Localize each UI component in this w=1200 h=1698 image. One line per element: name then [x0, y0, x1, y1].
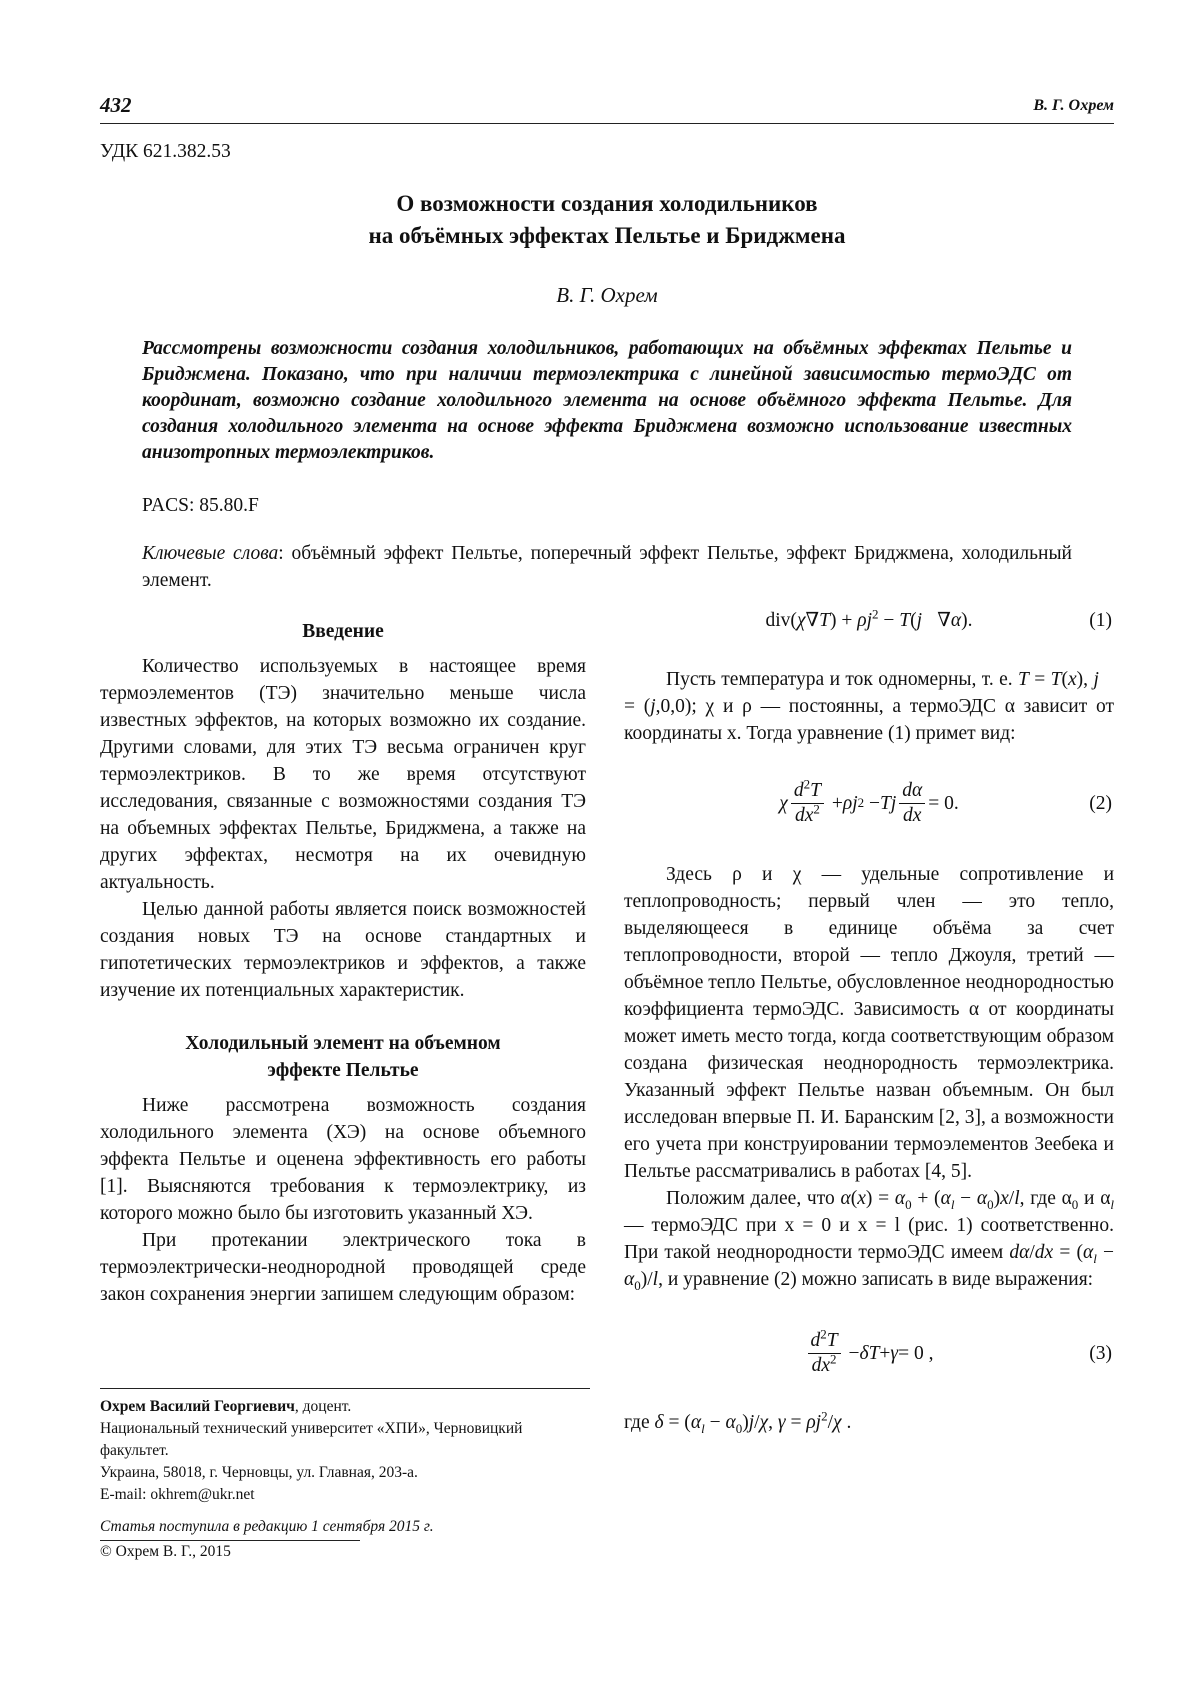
- right-paragraph-2: Здесь ρ и χ — удельные сопротивление и теплопроводность; первый член — это тепло, выделяющееся в единице объёма за счет теплопроводности, второй — тепло Джоуля, третий — объёмное тепло Пельтье, обусловленное неоднородностью коэффициента термоЭДС. Зависимость α от координаты может иметь место тогда, когда соответствующим образом создана физическая неоднородность термоэлектрика. Указанный эффект Пельтье назван объемным. Он был исследован впервые П. И. Баранским [2, 3], а возможности его учета при конструировании термоэлементов Зеебека и Пельтье рассматривались в работах [4, 5].: [624, 864, 1114, 1182]
- right-paragraph-4: где $\delta = (\alpha_l - \alpha_0)j/\chi$, $\gamma = \rho j^2/\chi$ .: [624, 1408, 852, 1436]
- footnote-divider: [100, 1388, 590, 1389]
- footnote-copyright: © Охрем В. Г., 2015: [100, 1543, 231, 1560]
- intro-paragraph-1: Количество используемых в настоящее время термоэлементов (ТЭ) значительно меньше числа известных эффектов, на которых возможно их создание. Другими словами, для этих ТЭ весьма ограничен круг термоэлектриков. В то же время отсутствуют исследования, связанные с возможностями создания ТЭ на объемных эффектах Пельтье, Бриджмена, а также на других эффектах, несмотря на их очевидную актуальность.: [100, 656, 586, 893]
- keywords-text: : объёмный эффект Пельтье, поперечный эффект Пельтье, эффект Бриджмена, холодильный элемент.: [142, 543, 1072, 591]
- pacs-code: PACS: 85.80.F: [142, 495, 259, 516]
- equation-3-number: (3): [1089, 1342, 1112, 1364]
- section2-paragraph-2: При протекании электрического тока в термоэлектрически-неоднородной проводящей среде закон сохранения энергии запишем следующим образом:: [100, 1230, 586, 1305]
- running-head-author: В. Г. Охрем: [1033, 97, 1114, 114]
- footnote-author-name: Охрем Василий Георгиевич: [100, 1398, 295, 1415]
- keywords: [142, 540, 1072, 594]
- right-column: [624, 606, 1115, 1436]
- intro-paragraph-2: Целью данной работы является поиск возможностей создания новых ТЭ на основе стандартных и гипотетических термоэлектриков и эффектов, а также изучение их потенциальных характеристик.: [100, 899, 586, 1001]
- footnote-affiliation: Национальный технический университет «ХПИ», Черновицкий факультет.: [100, 1420, 523, 1459]
- equation-1: $div(\chi\nabla T) + \rho j^2$ − T(j⃗∇α). (1): [624, 602, 1114, 638]
- running-header: [100, 92, 1114, 124]
- equation-2-number: (2): [1089, 792, 1112, 814]
- equation-1-number: (1): [1089, 609, 1112, 631]
- equation-3: $\frac{d^2T}{dx^2}$ − δT + γ = 0 , (3): [624, 1307, 1114, 1399]
- equation-2: χ $\frac{d^2T}{dx^2}$ + ρj 2 − Tj $\frac{d\alpha}{dx}$ = 0. (2): [779, 776, 1112, 826]
- section2-heading: [100, 1030, 586, 1084]
- footnote-received: Статья поступила в редакцию 1 сентября 2015 г.: [100, 1518, 434, 1535]
- paper-title: [100, 188, 1114, 252]
- footnote-position: , доцент.: [294, 1398, 352, 1415]
- footnote-email: E-mail: okhrem@ukr.net: [100, 1486, 255, 1503]
- page-number: 432: [100, 93, 132, 117]
- right-paragraph-1: Пусть температура и ток одномерны, т. е. T = T(x), j⃗ = (j,0,0); χ и ρ — постоянны, а термоЭДС α зависит от координаты x. Тогда уравнение (1) примет вид:: [624, 669, 1115, 744]
- udk-code: УДК 621.382.53: [100, 141, 231, 162]
- footnote-address: Украина, 58018, г. Черновцы, ул. Главная, 203-а.: [100, 1464, 418, 1481]
- title-line-1: О возможности создания холодильников: [396, 191, 818, 216]
- title-line-2: на объёмных эффектах Пельтье и Бриджмена: [368, 223, 846, 248]
- left-column: [100, 618, 586, 1308]
- author-footnote: [100, 1396, 590, 1563]
- right-paragraph-3: Положим далее, что $\alpha(x) = \alpha_0 + (\alpha_l - \alpha_0)x/l$, где $\alpha_0$ и $\alpha_l$ — термоЭДС при x = 0 и x = l (рис. 1) соответственно. При такой неоднородности термоЭДС имеем $d\alpha/dx = (\alpha_l - \alpha_0)/l$, и уравнение (2) можно записать в виде выражения:: [624, 1188, 1115, 1293]
- author-name: В. Г. Охрем: [556, 283, 658, 307]
- intro-heading: Введение: [302, 621, 384, 642]
- keywords-label: Ключевые слова: [142, 543, 279, 564]
- abstract: Рассмотрены возможности создания холодильников, работающих на объёмных эффектах Пельтье и Бриджмена. Показано, что при наличии термоэлектрика с линейной зависимостью термоЭДС от координат, возможно создание холодильного элемента на основе объёмного эффекта Пельтье. Для создания холодильного элемента на основе эффекта Бриджмена возможно использование известных анизотропных термоэлектриков.: [142, 338, 1072, 463]
- section2-heading-line1: Холодильный элемент на объемном: [185, 1033, 501, 1054]
- section2-paragraph-1: Ниже рассмотрена возможность создания холодильного элемента (ХЭ) на основе объемного эффекта Пельтье и оценена эффективность его работы [1]. Выясняются требования к термоэлектрику, из которого можно было бы изготовить указанный ХЭ.: [100, 1095, 586, 1224]
- section2-heading-line2: эффекте Пельтье: [267, 1060, 419, 1081]
